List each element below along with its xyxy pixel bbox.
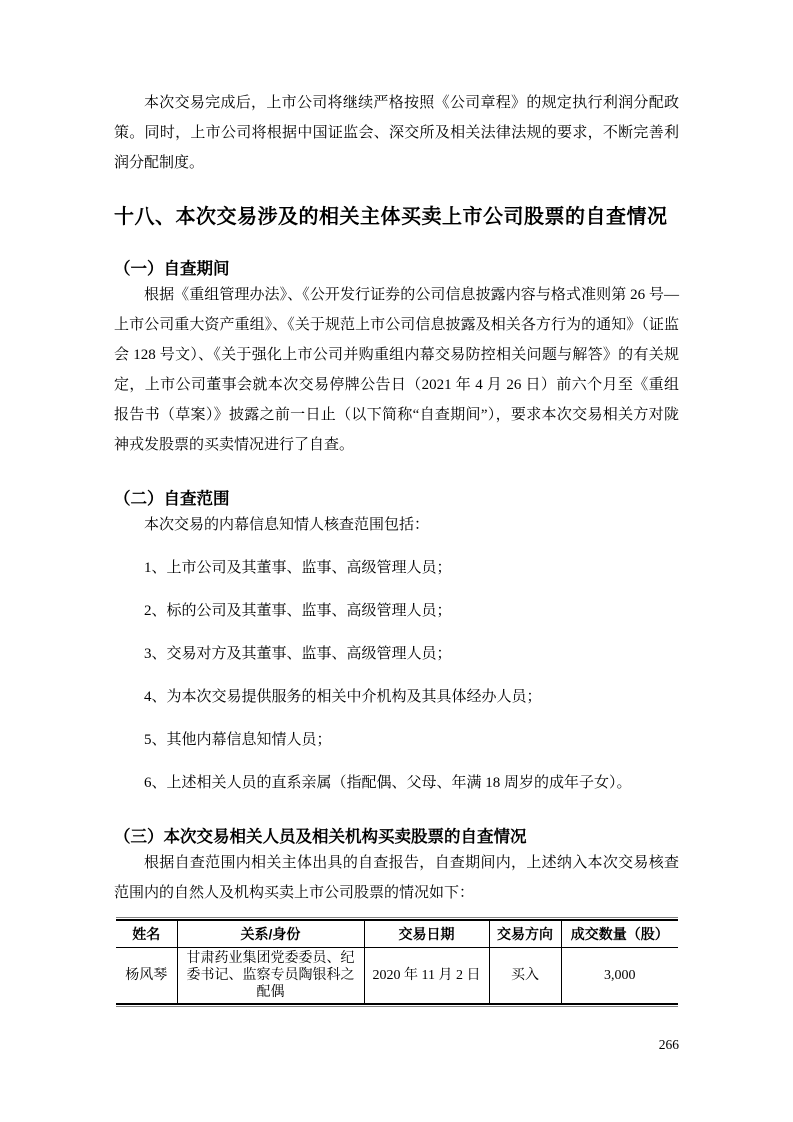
table-row	[116, 948, 678, 1005]
col-header-name: 姓名	[116, 920, 177, 948]
stock-trading-table-wrap	[116, 917, 678, 1007]
list-item-2: 2、标的公司及其董事、监事、高级管理人员；	[144, 603, 452, 619]
list-item-1: 1、上市公司及其董事、监事、高级管理人员；	[144, 560, 452, 576]
table-header-row	[116, 920, 678, 948]
list-item-4: 4、为本次交易提供服务的相关中介机构及其具体经办人员；	[144, 689, 542, 705]
col-header-direction: 交易方向	[489, 920, 561, 948]
list-item-3: 3、交易对方及其董事、监事、高级管理人员；	[144, 646, 452, 662]
paragraph-table-intro: 根据自查范围内相关主体出具的自查报告，自查期间内，上述纳入本次交易核查范围内的自然人及机构买卖上市公司股票的情况如下：	[114, 855, 679, 901]
paragraph-scope-intro: 本次交易的内幕信息知情人核查范围包括：	[144, 517, 430, 533]
paragraph-self-check-period: 根据《重组管理办法》、《公开发行证券的公司信息披露内容与格式准则第 26 号—上市公司重大资产重组》、《关于规范上市公司信息披露及相关各方行为的通知》（证监会 128 号文）、《关于强化上市公司并购重组内幕交易防控相关问题与解答》的有关规定，上市公司董事会就本次交易停牌公告日（2021 年 4 月 26 日）前六个月至《重组报告书（草案）》披露之前一日止（以下简称“自查期间”），要求本次交易相关方对陇神戎发股票的买卖情况进行了自查。	[114, 287, 679, 453]
heading-trading-self-check: （三）本次交易相关人员及相关机构买卖股票的自查情况	[114, 828, 527, 846]
heading-section-18: 十八、本次交易涉及的相关主体买卖上市公司股票的自查情况	[114, 206, 668, 228]
list-item-6: 6、上述相关人员的直系亲属（指配偶、父母、年满 18 周岁的成年子女）。	[144, 775, 632, 791]
heading-self-check-period: （一）自查期间	[114, 260, 230, 278]
stock-trading-table	[116, 919, 678, 1005]
heading-self-check-scope: （二）自查范围	[114, 490, 230, 508]
cell-direction: 买入	[489, 948, 561, 1005]
cell-name: 杨风琴	[116, 948, 177, 1005]
page-number: 266	[658, 1037, 679, 1052]
col-header-volume: 成交数量（股）	[561, 920, 678, 948]
col-header-relation: 关系/身份	[177, 920, 364, 948]
paragraph-profit-distribution: 本次交易完成后，上市公司将继续严格按照《公司章程》的规定执行利润分配政策。同时，上市公司将根据中国证监会、深交所及相关法律法规的要求，不断完善利润分配制度。	[114, 95, 679, 171]
cell-volume: 3,000	[561, 948, 678, 1005]
col-header-date: 交易日期	[364, 920, 489, 948]
cell-date: 2020 年 11 月 2 日	[364, 948, 489, 1005]
cell-relation: 甘肃药业集团党委委员、纪委书记、监察专员陶银科之配偶	[177, 948, 364, 1005]
list-item-5: 5、其他内幕信息知情人员；	[144, 732, 332, 748]
insider-scope-list	[114, 553, 679, 798]
